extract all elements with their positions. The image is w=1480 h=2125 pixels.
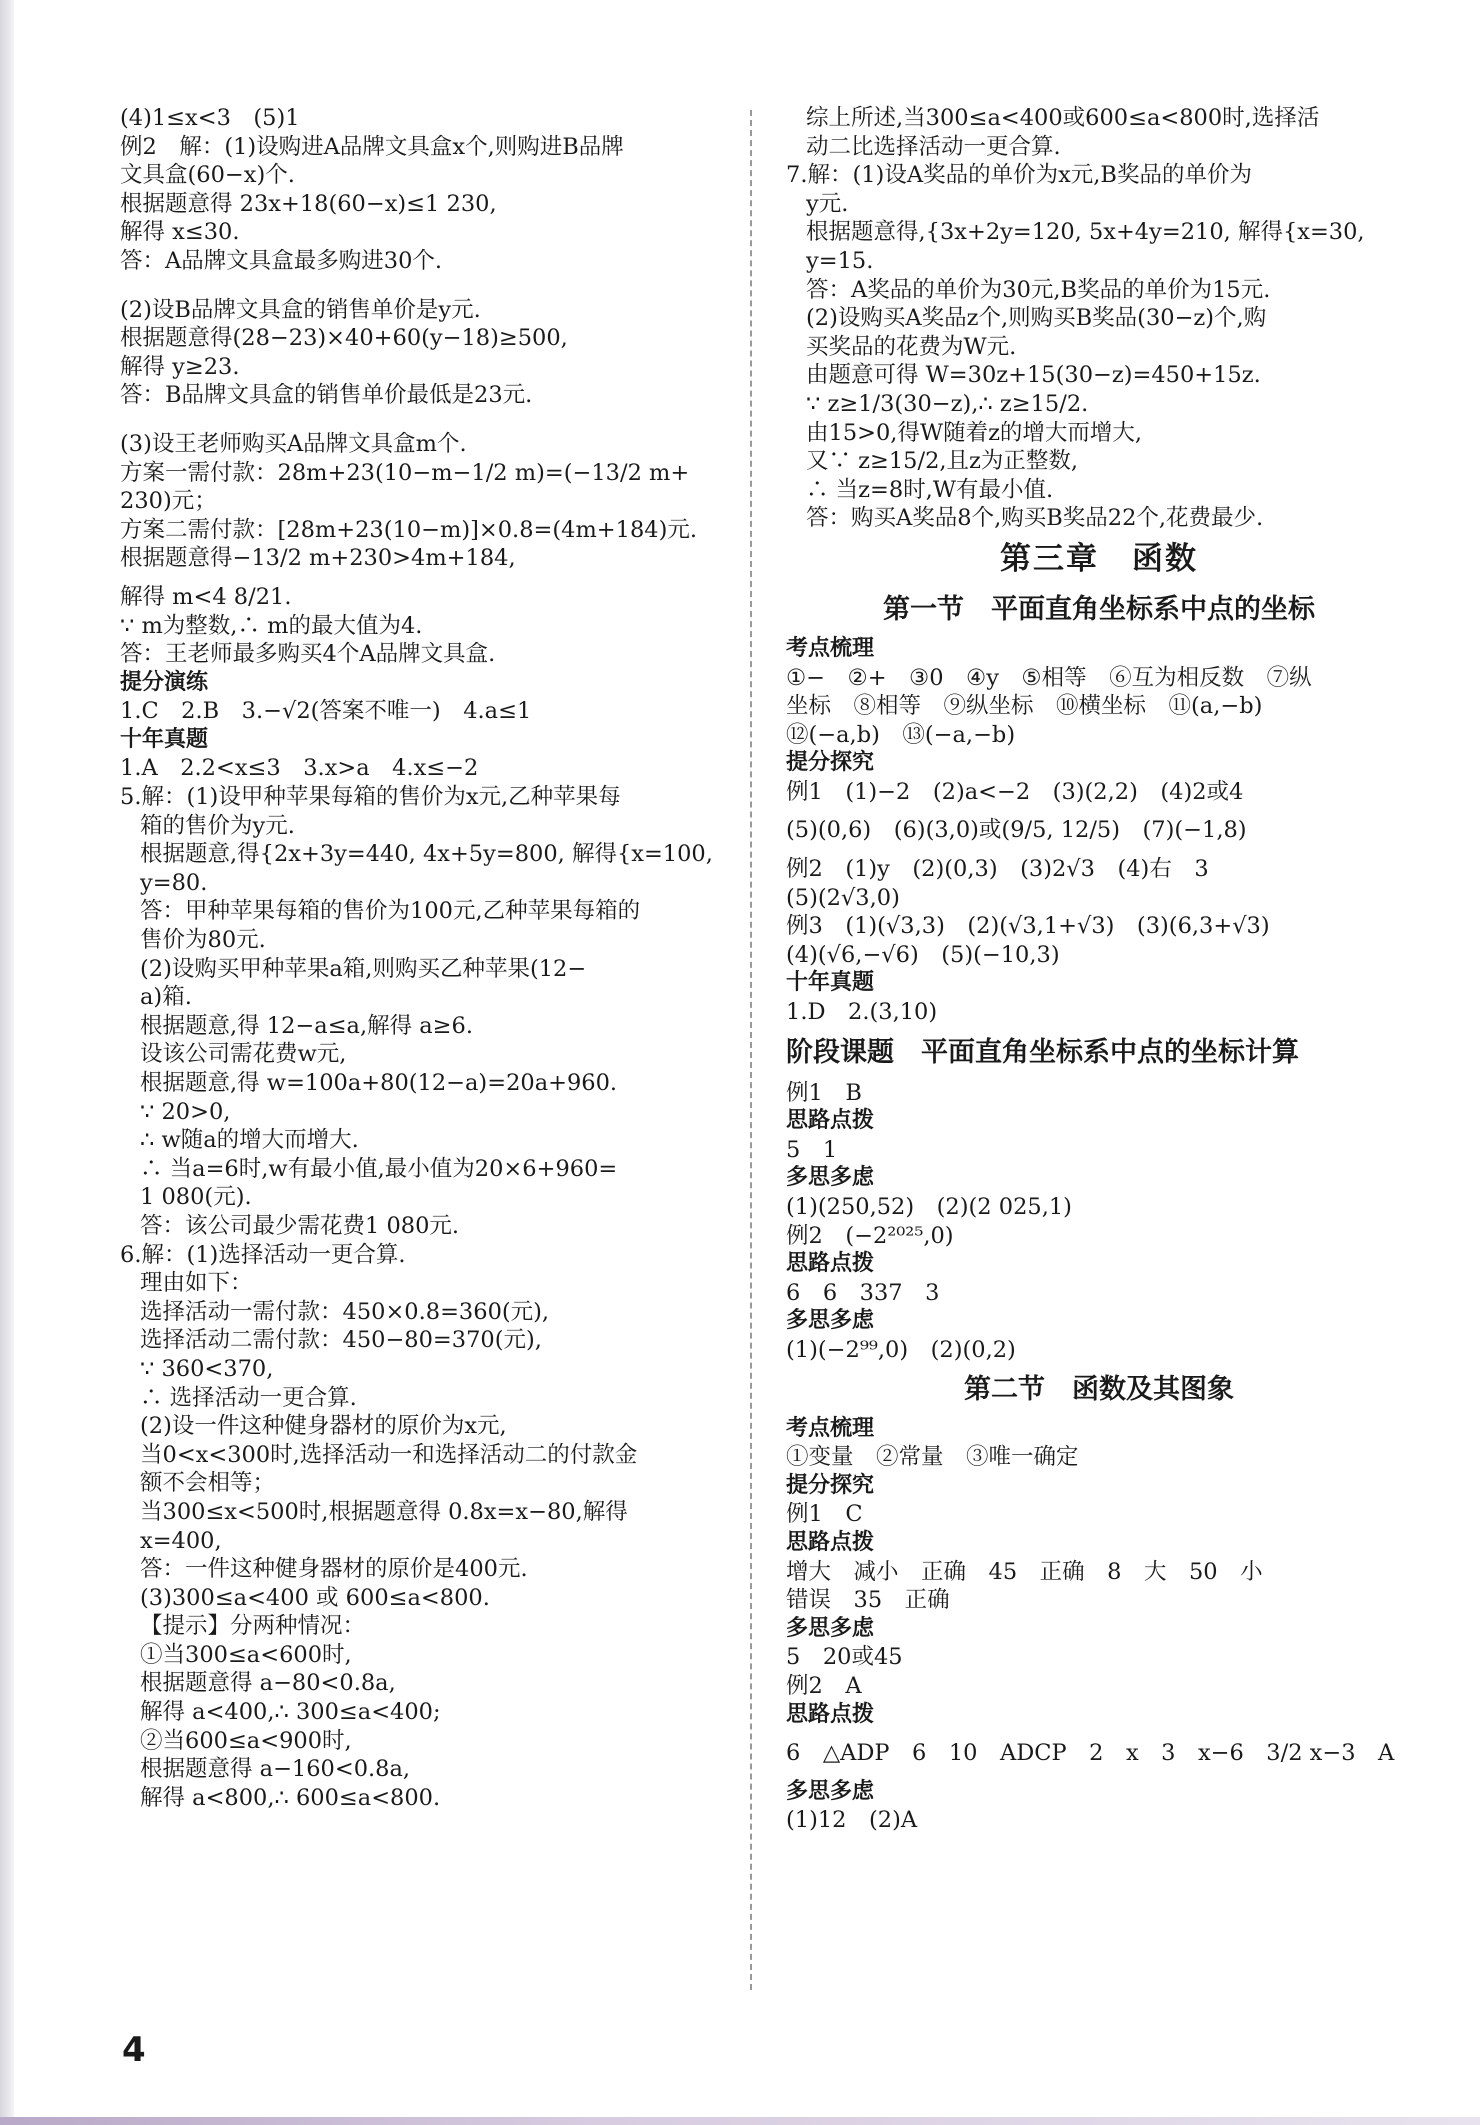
text-line: 230)元； xyxy=(120,488,217,515)
text-line: (1)12 (2)A xyxy=(786,1807,918,1834)
right-column xyxy=(786,104,1412,1835)
text-line: ①当300≤a<600时, xyxy=(140,1641,352,1668)
text-line: (2)设B品牌文具盒的销售单价是y元. xyxy=(120,296,481,323)
text-line: 答：甲种苹果每箱的售价为100元,乙种苹果每箱的 xyxy=(140,898,641,925)
text-line: ∴ w随a的增大而增大. xyxy=(140,1127,359,1154)
text-line: 买奖品的花费为W元. xyxy=(806,333,1017,360)
spacer xyxy=(786,806,1412,816)
page-number: 4 xyxy=(122,2030,146,2070)
spacer xyxy=(786,845,1412,855)
text-line: 答：一件这种健身器材的原价是400元. xyxy=(140,1556,528,1583)
text-line: 1 080(元). xyxy=(140,1184,252,1211)
spacer xyxy=(786,1768,1412,1778)
heading-duosi-duolv: 多思多虑 xyxy=(786,1778,875,1804)
spacer xyxy=(120,276,740,296)
text-line: 文具盒(60−x)个. xyxy=(120,162,295,189)
text-line: 1.A 2.2<x≤3 3.x>a 4.x≤−2 xyxy=(120,755,479,782)
text-line: 答：购买A奖品8个,购买B奖品22个,花费最少. xyxy=(806,505,1264,532)
heading-duosi-duolv: 多思多虑 xyxy=(786,1615,875,1641)
text-line: 设该公司需花费w元, xyxy=(140,1041,347,1068)
heading-silu-dianbo: 思路点拨 xyxy=(786,1529,875,1555)
text-line: (4)1≤x<3 (5)1 xyxy=(120,105,300,131)
text-line: y元. xyxy=(806,190,849,217)
heading-shinian-zhenti: 十年真题 xyxy=(120,726,209,752)
heading-tifen-tanjiu: 提分探究 xyxy=(786,750,875,776)
text-line: ①变量 ②常量 ③唯一确定 xyxy=(786,1444,1079,1471)
section-title-2: 第二节 函数及其图象 xyxy=(964,1373,1234,1405)
text-line: 6 6 337 3 xyxy=(786,1279,940,1306)
heading-silu-dianbo: 思路点拨 xyxy=(786,1701,875,1727)
text-line: 解得 m<4 8/21. xyxy=(120,583,292,610)
text-line: 5 1 xyxy=(786,1136,838,1163)
text-line: ∵ z≥1/3(30−z),∴ z≥15/2. xyxy=(806,390,1089,417)
page-bottom-edge xyxy=(0,2117,1480,2125)
text-line: 例2 A xyxy=(786,1672,862,1699)
text-line: 由15>0,得W随着z的增大而增大, xyxy=(806,419,1143,446)
text-line: 根据题意得(28−23)×40+60(y−18)≥500, xyxy=(120,325,568,352)
heading-duosi-duolv: 多思多虑 xyxy=(786,1165,875,1191)
text-line: 例1 B xyxy=(786,1079,862,1106)
text-line: 动二比选择活动一更合算. xyxy=(806,133,1061,160)
text-line: (5)(2√3,0) xyxy=(786,884,900,911)
heading-tifen-yanlian: 提分演练 xyxy=(120,669,209,695)
text-line: (1)(250,52) (2)(2 025,1) xyxy=(786,1194,1072,1220)
page-edge-shadow xyxy=(0,0,14,2125)
text-line: 根据题意得,{3x+2y=120, 5x+4y=210, 解得{x=30, y=15. xyxy=(806,219,1372,274)
text-line: 例2 (1)y (2)(0,3) (3)2√3 (4)右 3 xyxy=(786,856,1209,883)
text-line: 方案二需付款：[28m+23(10−m)]×0.8=(4m+184)元. xyxy=(120,516,698,543)
text-line: 1.D 2.(3,10) xyxy=(786,999,938,1026)
text-line: (2)设购买A奖品z个,则购买B奖品(30−z)个,购 xyxy=(806,305,1267,332)
text-line: 根据题意,得 w=100a+80(12−a)=20a+960. xyxy=(140,1070,618,1096)
text-line: 增大 减小 正确 45 正确 8 大 50 小 xyxy=(786,1558,1263,1585)
text-line: 错误 35 正确 xyxy=(786,1587,950,1614)
text-line: 解得 x≤30. xyxy=(120,219,240,246)
heading-kaodian-shuli: 考点梳理 xyxy=(786,635,875,661)
stage-topic-title: 阶段课题 平面直角坐标系中点的坐标计算 xyxy=(786,1036,1299,1068)
heading-shinian-zhenti: 十年真题 xyxy=(786,970,875,996)
text-line: 6.解：(1)选择活动一更合算. xyxy=(120,1241,406,1268)
text-line: (2)设购买甲种苹果a箱,则购买乙种苹果(12− xyxy=(140,955,587,982)
text-line: ∵ 20>0, xyxy=(140,1098,231,1125)
heading-silu-dianbo: 思路点拨 xyxy=(786,1108,875,1134)
text-line: (3)设王老师购买A品牌文具盒m个. xyxy=(120,430,467,457)
text-line: 例2 解：(1)设购进A品牌文具盒x个,则购进B品牌 xyxy=(120,133,624,160)
text-line: 根据题意得−13/2 m+230>4m+184, xyxy=(120,545,516,572)
text-line: 答：A品牌文具盒最多购进30个. xyxy=(120,247,443,274)
text-line: 综上所述,当300≤a<400或600≤a<800时,选择活 xyxy=(806,105,1320,131)
text-line: 答：A奖品的单价为30元,B奖品的单价为15元. xyxy=(806,276,1271,303)
text-line: 例2 (−2²⁰²⁵,0) xyxy=(786,1222,954,1249)
text-line: ∴ 当z=8时,W有最小值. xyxy=(806,476,1054,503)
text-line: a)箱. xyxy=(140,984,192,1011)
text-line: ∵ m为整数,∴ m的最大值为4. xyxy=(120,612,423,639)
text-line: ①− ②+ ③0 ④y ⑤相等 ⑥互为相反数 ⑦纵 xyxy=(786,664,1312,691)
text-line: 理由如下： xyxy=(140,1270,253,1297)
text-line: 答：该公司最少需花费1 080元. xyxy=(140,1212,460,1239)
text-line: 由题意可得 W=30z+15(30−z)=450+15z. xyxy=(806,362,1261,389)
text-line: 根据题意,得{2x+3y=440, 4x+5y=800, 解得{x=100, y=80. xyxy=(140,841,721,896)
text-line: (3)300≤a<400 或 600≤a<800. xyxy=(140,1584,490,1611)
heading-kaodian-shuli: 考点梳理 xyxy=(786,1415,875,1441)
column-divider xyxy=(750,110,752,1990)
text-line: 5 20或45 xyxy=(786,1644,903,1671)
text-line: 当300≤x<500时,根据题意得 0.8x=x−80,解得 xyxy=(140,1498,628,1525)
text-line: 解得 a<800,∴ 600≤a<800. xyxy=(140,1784,441,1811)
text-line: 答：王老师最多购买4个A品牌文具盒. xyxy=(120,641,496,668)
text-line: 又∵ z≥15/2,且z为正整数, xyxy=(806,448,1079,475)
text-line: 例1 C xyxy=(786,1501,863,1528)
text-line: 1.C 2.B 3.−√2(答案不唯一) 4.a≤1 xyxy=(120,698,532,725)
text-line: 【提示】分两种情况： xyxy=(140,1613,366,1640)
text-line: 根据题意得 a−160<0.8a, xyxy=(140,1756,411,1783)
spacer xyxy=(120,410,740,430)
left-column xyxy=(120,104,740,1812)
text-line: ∴ 当a=6时,w有最小值,最小值为20×6+960= xyxy=(140,1155,618,1182)
text-line: 6 △ADP 6 10 ADCP 2 x 3 x−6 3/2 x−3 A xyxy=(786,1740,1395,1767)
heading-silu-dianbo: 思路点拨 xyxy=(786,1251,875,1277)
chapter-title: 第三章 函数 xyxy=(1000,540,1198,577)
text-line: ∵ 360<370, xyxy=(140,1355,274,1382)
text-line: (2)设一件这种健身器材的原价为x元, xyxy=(140,1413,507,1440)
text-line: 坐标 ⑧相等 ⑨纵坐标 ⑩横坐标 ⑪(a,−b) xyxy=(786,693,1263,720)
heading-duosi-duolv: 多思多虑 xyxy=(786,1308,875,1334)
text-line: 选择活动一需付款：450×0.8=360(元), xyxy=(140,1298,550,1325)
text-line: 选择活动二需付款：450−80=370(元), xyxy=(140,1327,542,1354)
text-line: 解得 a<400,∴ 300≤a<400; xyxy=(140,1699,441,1726)
text-line: 根据题意得 a−80<0.8a, xyxy=(140,1670,396,1697)
text-line: 5.解：(1)设甲种苹果每箱的售价为x元,乙种苹果每 xyxy=(120,784,621,811)
text-line: 箱的售价为y元. xyxy=(140,812,295,839)
text-line: 方案一需付款：28m+23(10−m−1/2 m)=(−13/2 m+ xyxy=(120,459,690,486)
text-line: 例1 (1)−2 (2)a<−2 (3)(2,2) (4)2或4 xyxy=(786,778,1244,805)
text-line: 例3 (1)(√3,3) (2)(√3,1+√3) (3)(6,3+√3) xyxy=(786,913,1270,940)
text-line: x=400, xyxy=(140,1527,222,1554)
text-line: (1)(−2⁹⁹,0) (2)(0,2) xyxy=(786,1336,1016,1363)
text-line: ⑫(−a,b) ⑬(−a,−b) xyxy=(786,721,1016,748)
text-line: 解得 y≥23. xyxy=(120,353,240,380)
text-line: 根据题意,得 12−a≤a,解得 a≥6. xyxy=(140,1012,474,1039)
text-line: 7.解：(1)设A奖品的单价为x元,B奖品的单价为 xyxy=(786,162,1252,189)
spacer xyxy=(786,1729,1412,1739)
heading-tifen-tanjiu: 提分探究 xyxy=(786,1472,875,1498)
text-line: ∴ 选择活动一更合算. xyxy=(140,1384,357,1411)
text-line: (5)(0,6) (6)(3,0)或(9/5, 12/5) (7)(−1,8) xyxy=(786,817,1247,844)
text-line: ②当600≤a<900时, xyxy=(140,1727,352,1754)
text-line: 额不会相等； xyxy=(140,1470,276,1497)
text-line: (4)(√6,−√6) (5)(−10,3) xyxy=(786,941,1060,968)
text-line: 答：B品牌文具盒的销售单价最低是23元. xyxy=(120,382,533,409)
spacer xyxy=(120,573,740,583)
text-line: 当0<x<300时,选择活动一和选择活动二的付款金 xyxy=(140,1441,638,1468)
text-line: 根据题意得 23x+18(60−x)≤1 230, xyxy=(120,190,497,217)
text-line: 售价为80元. xyxy=(140,927,266,954)
section-title-1: 第一节 平面直角坐标系中点的坐标 xyxy=(883,593,1315,625)
